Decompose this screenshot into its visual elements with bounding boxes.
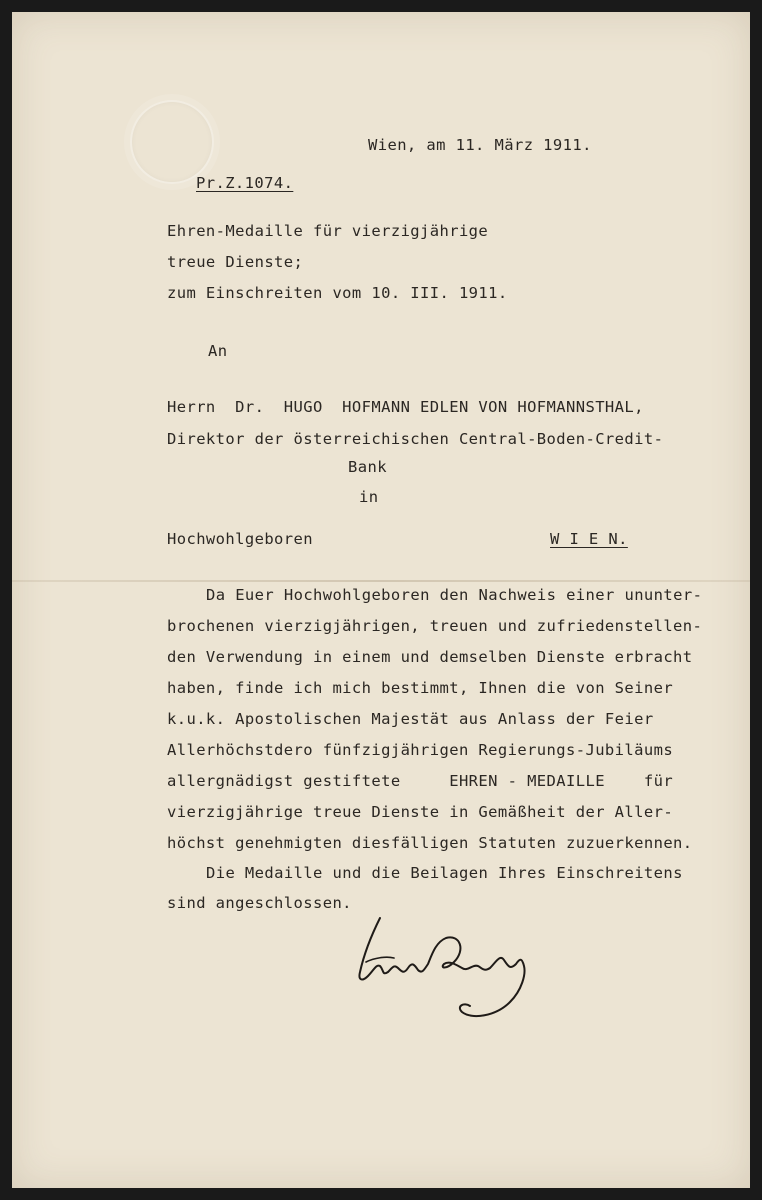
- letter-paper: [12, 12, 750, 1188]
- body-line: den Verwendung in einem und demselben Dienste erbracht: [167, 648, 693, 666]
- reference-number: Pr.Z.1074.: [196, 174, 294, 192]
- closing-line: sind angeschlossen.: [167, 894, 352, 912]
- embossed-seal: [130, 100, 214, 184]
- place-date: Wien, am 11. März 1911.: [368, 136, 592, 154]
- subject-line: zum Einschreiten vom 10. III. 1911.: [167, 284, 508, 302]
- closing-line: Die Medaille und die Beilagen Ihres Einschreitens: [206, 864, 683, 882]
- body-line: haben, finde ich mich bestimmt, Ihnen die von Seiner: [167, 679, 674, 697]
- salutation-to: An: [208, 342, 228, 360]
- recipient-city: W I E N.: [550, 530, 628, 548]
- recipient-title: Direktor der österreichischen Central-Boden-Credit-: [167, 430, 664, 448]
- body-line: k.u.k. Apostolischen Majestät aus Anlass der Feier: [167, 710, 654, 728]
- recipient-honorific: Hochwohlgeboren: [167, 530, 313, 548]
- subject-line: Ehren-Medaille für vierzigjährige: [167, 222, 489, 240]
- body-line: vierzigjährige treue Dienste in Gemäßheit der Aller-: [167, 803, 674, 821]
- body-line: brochenen vierzigjährigen, treuen und zufriedenstellen-: [167, 617, 703, 635]
- recipient-bank: Bank: [348, 458, 387, 476]
- body-line: Allerhöchstdero fünfzigjährigen Regierungs-Jubiläums: [167, 741, 674, 759]
- subject-line: treue Dienste;: [167, 253, 304, 271]
- body-line: höchst genehmigten diesfälligen Statuten zuzuerkennen.: [167, 834, 693, 852]
- paper-fold-line: [12, 580, 750, 582]
- recipient-name: Herrn Dr. HUGO HOFMANN EDLEN VON HOFMANNSTHAL,: [167, 398, 644, 416]
- recipient-in: in: [359, 488, 379, 506]
- body-line: allergnädigst gestiftete EHREN - MEDAILLE für: [167, 772, 674, 790]
- body-line: Da Euer Hochwohlgeboren den Nachweis einer ununter-: [206, 586, 703, 604]
- handwritten-signature: [350, 914, 550, 1026]
